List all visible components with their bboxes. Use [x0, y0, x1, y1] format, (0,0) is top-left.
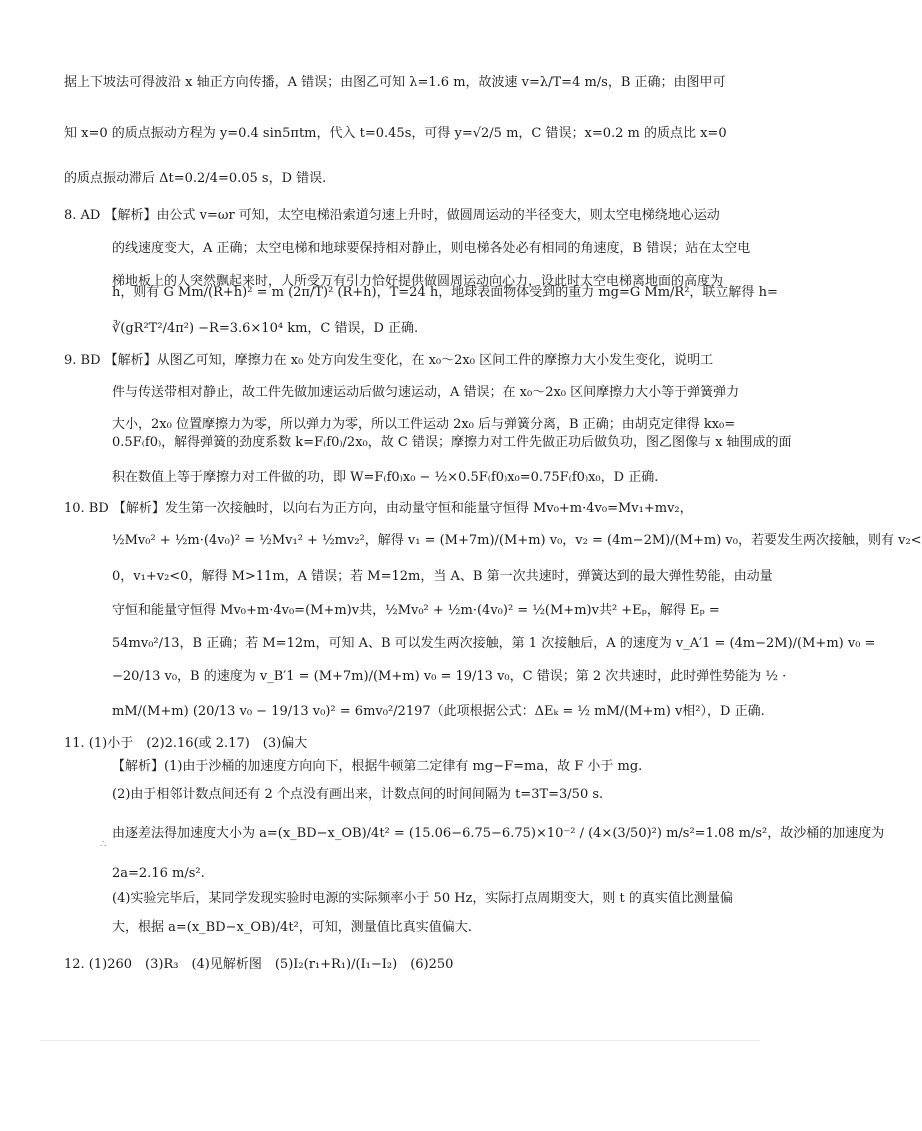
text-line: 12. (1)260 (3)R₃ (4)见解析图 (5)I₂(r₁+R₁)/(I₁−I₂) (6)250 [64, 957, 454, 972]
text-line: 大，根据 a=(x_BD−x_OB)/4t²，可知，测量值比真实值偏大. [112, 920, 472, 935]
text-line: ½Mv₀² + ½m·(4v₀)² = ½Mv₁² + ½mv₂²，解得 v₁ = (M+7m)/(M+m) v₀，v₂ = (4m−2M)/(M+m) v₀，若要发生两次接触，则有 v₂< [112, 533, 922, 548]
text-line: 积在数值上等于摩擦力对工件做的功，即 W=F₍f0₎x₀ − ½×0.5F₍f0₎x₀=0.75F₍f0₎x₀，D 正确. [112, 470, 659, 485]
text-line: h，则有 G Mm/(R+h)² = m (2π/T)² (R+h)，T=24 h，地球表面物体受到的重力 mg=G Mm/R²，联立解得 h= [112, 285, 778, 300]
text-line: mM/(M+m) (20/13 v₀ − 19/13 v₀)² = 6mv₀²/2197（此项根据公式：ΔEₖ = ½ mM/(M+m) v相²），D 正确. [112, 704, 765, 719]
text-line: 11. (1)小于 (2)2.16(或 2.17) (3)偏大 [64, 736, 308, 751]
text-line: 0.5F₍f0₎，解得弹簧的劲度系数 k=F₍f0₎/2x₀，故 C 错误；摩擦力对工件先做正功后做负功，图乙图像与 x 轴围成的面 [112, 435, 792, 450]
text-line: 由逐差法得加速度大小为 a=(x_BD−x_OB)/4t² = (15.06−6.75−6.75)×10⁻² / (4×(3/50)²) m/s²=1.08 m/s²，故沙桶的加速度为 [112, 826, 885, 841]
text-line: 8. AD 【解析】由公式 v=ωr 可知，太空电梯沿索道匀速上升时，做圆周运动的半径变大，则太空电梯绕地心运动 [64, 208, 720, 223]
text-line: −20/13 v₀，B 的速度为 v_B′1 = (M+7m)/(M+m) v₀ = 19/13 v₀，C 错误；第 2 次共速时，此时弹性势能为 ½ · [112, 669, 787, 684]
text-line: ∛(gR²T²/4π²) −R=3.6×10⁴ km，C 错误，D 正确. [112, 321, 419, 336]
text-line: 件与传送带相对静止，故工件先做加速运动后做匀速运动，A 错误；在 x₀～2x₀ 区间摩擦力大小等于弹簧弹力 [112, 385, 740, 400]
text-line: 54mv₀²/13，B 正确；若 M=12m，可知 A、B 可以发生两次接触，第 1 次接触后，A 的速度为 v_A′1 = (4m−2M)/(M+m) v₀ = [112, 636, 876, 651]
text-line: 梯地板上的人突然飘起来时，人所受万有引力恰好提供做圆周运动向心力，设此时太空电梯离地面的高度为 [112, 274, 724, 289]
text-line: 9. BD 【解析】从图乙可知，摩擦力在 x₀ 处方向发生变化，在 x₀～2x₀ 区间工件的摩擦力大小发生变化，说明工 [64, 353, 714, 368]
text-line: 【解析】(1)由于沙桶的加速度方向向下，根据牛顿第二定律有 mg−F=ma，故 F 小于 mg. [112, 759, 643, 774]
text-line: 的质点振动滞后 Δt=0.2/4=0.05 s，D 错误. [64, 171, 327, 186]
text-line: 知 x=0 的质点振动方程为 y=0.4 sin5πtm，代入 t=0.45s，可得 y=√2/5 m，C 错误；x=0.2 m 的质点比 x=0 [64, 126, 727, 141]
bottom-divider [40, 1040, 760, 1041]
text-line: 0，v₁+v₂<0，解得 M>11m，A 错误；若 M=12m，当 A、B 第一次共速时，弹簧达到的最大弹性势能，由动量 [112, 569, 773, 584]
text-line: 的线速度变大，A 正确；太空电梯和地球要保持相对静止，则电梯各处必有相同的角速度，B 错误；站在太空电 [112, 241, 751, 256]
text-line: 2a=2.16 m/s². [112, 866, 205, 881]
text-line: (2)由于相邻计数点间还有 2 个点没有画出来，计数点间的时间间隔为 t=3T=3/50 s. [112, 787, 604, 802]
text-line: 守恒和能量守恒得 Mv₀+m·4v₀=(M+m)v共，½Mv₀² + ½m·(4v₀)² = ½(M+m)v共² +Eₚ，解得 Eₚ = [112, 603, 720, 618]
text-line: 大小，2x₀ 位置摩擦力为零，所以弹力为零，所以工件运动 2x₀ 后与弹簧分离，B 正确；由胡克定律得 kx₀= [112, 417, 736, 432]
text-line: 据上下坡法可得波沿 x 轴正方向传播，A 错误；由图乙可知 λ=1.6 m，故波速 v=λ/T=4 m/s，B 正确；由图甲可 [64, 75, 726, 90]
text-line: (4)实验完毕后，某同学发现实验时电源的实际频率小于 50 Hz，实际打点周期变大，则 t 的真实值比测量偏 [112, 891, 733, 906]
text-line: 10. BD 【解析】发生第一次接触时，以向右为正方向，由动量守恒和能量守恒得 Mv₀+m·4v₀=Mv₁+mv₂， [64, 501, 693, 516]
stray-mark: ∴ [100, 839, 107, 850]
